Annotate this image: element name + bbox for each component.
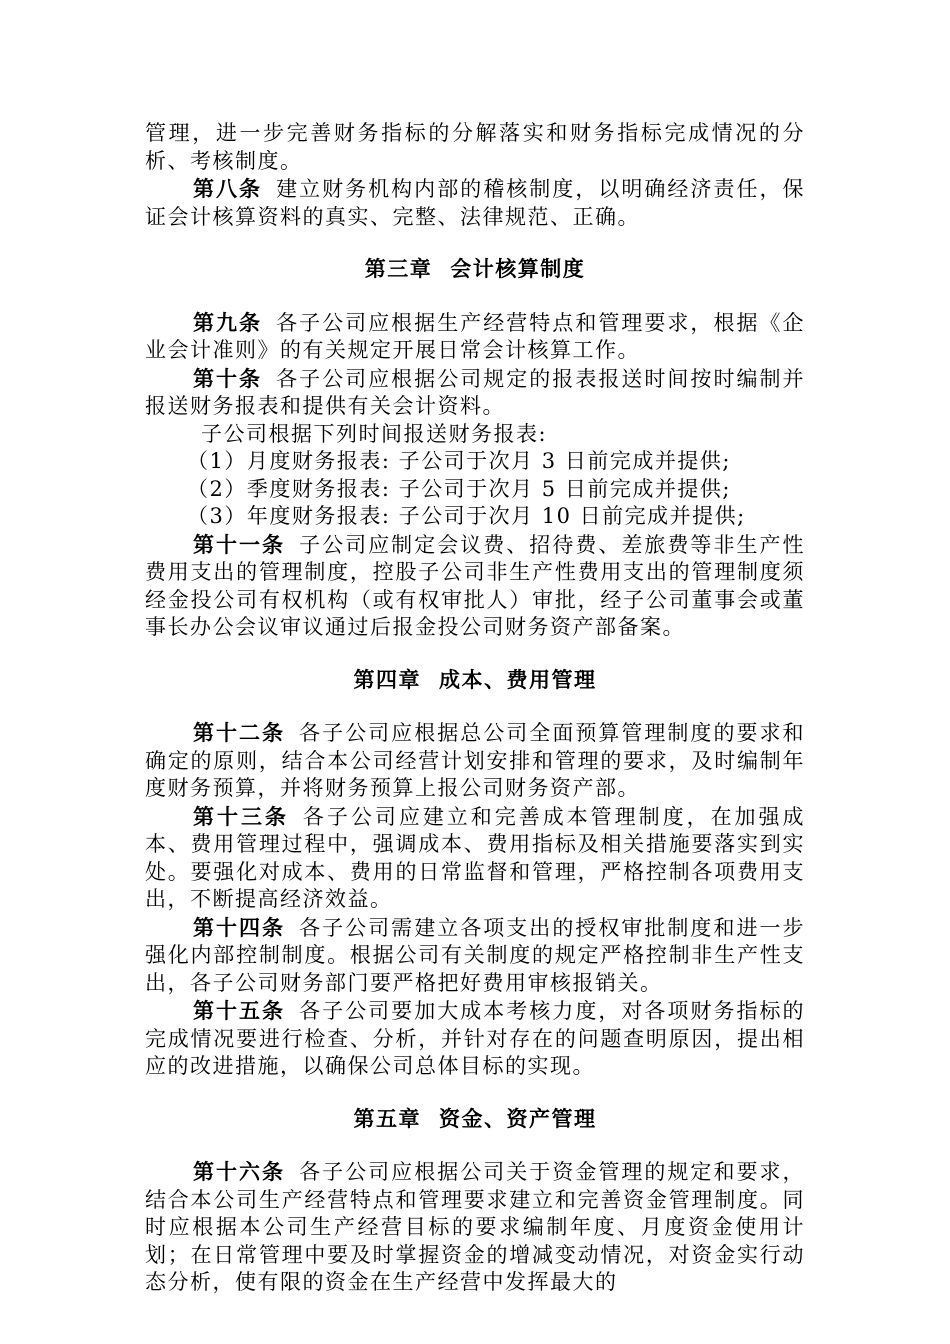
article-text: 各子公司应根据生产经营特点和管理要求，根据《企业会计准则》的有关规定开展日常会计核算工作。 (145, 310, 806, 362)
article-text: 各子公司需建立各项支出的授权审批制度和进一步强化内部控制制度。根据公司有关制度的规定严格控制非生产性支出，各子公司财务部门要严格把好费用审核报销关。 (145, 915, 806, 995)
article-10-sub: 子公司根据下列时间报送财务报表: (201, 421, 548, 446)
chapter-number: 第五章 (353, 1105, 421, 1131)
article-9 (145, 309, 805, 365)
article-16 (145, 1158, 805, 1297)
article-label: 第十三条 (193, 803, 289, 829)
article-label: 第十二条 (193, 720, 286, 745)
chapter-title: 资金、资产管理 (439, 1105, 597, 1131)
article-label: 第十四条 (193, 914, 286, 940)
chapter-3-heading (145, 255, 805, 283)
article-text: 建立财务机构内部的稽核制度，以明确经济责任，保证会计核算资料的真实、完整、法律规范、正确。 (145, 177, 806, 229)
article-label: 第八条 (193, 176, 263, 201)
chapter-5-heading (145, 1105, 805, 1133)
article-text: 各子公司应根据总公司全面预算管理制度的要求和确定的原则，结合本公司经营计划安排和管理的要求，及时编制年度财务预算，并将财务预算上报公司财务资产部。 (145, 721, 806, 800)
article-14 (145, 914, 805, 998)
article-text: 子公司应制定会议费、招待费、差旅费等非生产性费用支出的管理制度，控股子公司非生产性费用支出的管理制度须经金投公司有权机构（或有权审批人）审批，经子公司董事会或董事长办公会议审议通过后报金投公司财务资产部备案。 (145, 532, 806, 639)
chapter-4-heading (145, 666, 805, 694)
article-text: 各子公司应根据公司关于资金管理的规定和要求，结合本公司生产经营特点和管理要求建立和完善资金管理制度。同时应根据本公司生产经营目标的要求编制年度、月度资金使用计划；在日常管理中要及时掌握资金的增减变动情况，对资金实行动态分析，使有限的资金在生产经营中发挥最大的 (145, 1160, 806, 1294)
article-15 (145, 997, 805, 1081)
document-body (145, 120, 805, 1297)
article-12 (145, 719, 805, 803)
list-item: （1）月度财务报表: 子公司于次月 3 日前完成并提供; (187, 449, 731, 473)
paragraph-continued: 管理，进一步完善财务指标的分解落实和财务指标完成情况的分析、考核制度。 (145, 121, 805, 173)
article-label: 第十条 (193, 365, 263, 391)
article-text: 各子公司应建立和完善成本管理制度，在加强成本、费用管理过程中，强调成本、费用指标及相关措施要落实到实处。要强化对成本、费用的日常监督和管理，严格控制各项费用支出，不断提高经济效益。 (145, 804, 806, 911)
article-text: 各子公司应根据公司规定的报表报送时间按时编制并报送财务报表和提供有关会计资料。 (145, 366, 806, 418)
list-item: （3）年度财务报表: 子公司于次月 10 日前完成并提供; (187, 504, 746, 528)
chapter-title: 会计核算制度 (450, 256, 586, 281)
article-11 (145, 531, 805, 642)
article-label: 第十五条 (193, 998, 286, 1023)
article-label: 第十六条 (193, 1159, 286, 1184)
chapter-number: 第四章 (353, 666, 421, 692)
article-10 (145, 365, 805, 421)
article-text: 各子公司要加大成本考核力度，对各项财务指标的完成情况要进行检查、分析，并针对存在的问题查明原因，提出相应的改进措施，以确保公司总体目标的实现。 (145, 999, 806, 1078)
chapter-number: 第三章 (364, 256, 433, 281)
list-item: （2）季度财务报表: 子公司于次月 5 日前完成并提供; (187, 476, 731, 501)
chapter-title: 成本、费用管理 (439, 666, 597, 692)
article-13 (145, 803, 805, 914)
article-8 (145, 175, 805, 231)
article-label: 第十一条 (193, 531, 286, 557)
article-label: 第九条 (193, 309, 263, 335)
